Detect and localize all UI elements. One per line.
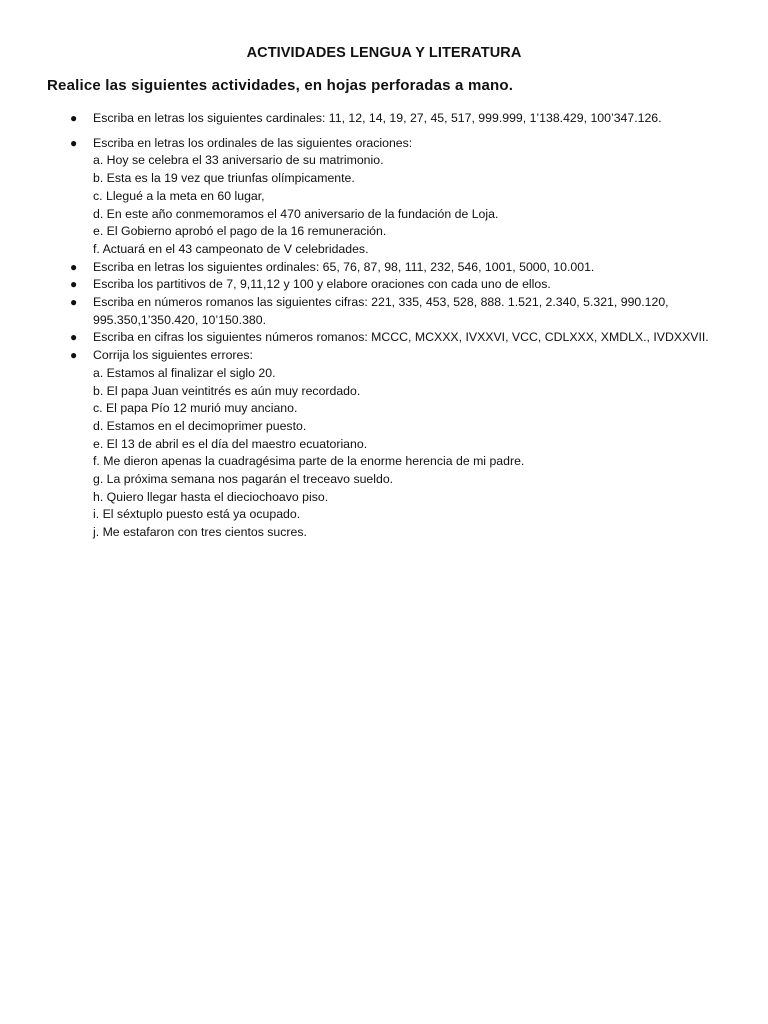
item-line: j. Me estafaron con tres cientos sucres. (93, 525, 307, 540)
list-item (0, 294, 768, 329)
list-item (0, 276, 768, 294)
item-line: c. El papa Pío 12 murió muy anciano. (93, 401, 298, 416)
item-line: a. Hoy se celebra el 33 aniversario de su matrimonio. (93, 153, 384, 168)
bullet-icon: ● (70, 259, 78, 274)
list-item (0, 329, 768, 347)
bullet-icon: ● (70, 295, 78, 310)
list-item (0, 259, 768, 277)
item-line: d. En este año conmemoramos el 470 aniversario de la fundación de Loja. (93, 206, 499, 221)
item-line: b. Esta es la 19 vez que triunfas olímpicamente. (93, 171, 355, 186)
item-line: d. Estamos en el decimoprimer puesto. (93, 418, 307, 433)
item-line: e. El 13 de abril es el día del maestro ecuatoriano. (93, 436, 368, 451)
item-line: Escriba en cifras los siguientes números romanos: MCCC, MCXXX, IVXXVI, VCC, CDLXXX, XMDLX., IVDXXVII. (93, 330, 709, 345)
item-line: f. Actuará en el 43 campeonato de V celebridades. (93, 241, 369, 256)
item-line: f. Me dieron apenas la cuadragésima parte de la enorme herencia de mi padre. (93, 454, 525, 469)
item-line: Escriba en letras los siguientes cardinales: 11, 12, 14, 19, 27, 45, 517, 999.999, 1’138.429, 100’347.126. (93, 111, 662, 125)
item-line: Escriba en letras los siguientes ordinales: 65, 76, 87, 98, 111, 232, 546, 1001, 5000, 10.001. (93, 259, 595, 274)
page-title: ACTIVIDADES LENGUA Y LITERATURA (246, 45, 522, 61)
activities-list (0, 110, 768, 542)
item-line: i. El séxtuplo puesto está ya ocupado. (93, 507, 301, 522)
bullet-icon: ● (70, 111, 78, 125)
bullet-icon: ● (70, 330, 78, 345)
item-line: h. Quiero llegar hasta el dieciochoavo piso. (93, 489, 329, 504)
bullet-icon: ● (70, 135, 78, 150)
item-line: e. El Gobierno aprobó el pago de la 16 remuneración. (93, 224, 387, 239)
item-line: g. La próxima semana nos pagarán el treceavo sueldo. (93, 472, 394, 487)
item-line: a. Estamos al finalizar el siglo 20. (93, 365, 276, 380)
list-item (0, 110, 768, 128)
bullet-icon: ● (70, 277, 78, 292)
item-line: Escriba en números romanos las siguientes cifras: 221, 335, 453, 528, 888. 1.521, 2.340, 5.321, 990.120, (93, 295, 669, 310)
list-item (0, 347, 768, 542)
item-line: Escriba los partitivos de 7, 9,11,12 y 100 y elabore oraciones con cada uno de ellos. (93, 277, 551, 292)
item-line: c. Llegué a la meta en 60 lugar, (93, 188, 265, 203)
item-line: b. El papa Juan veintitrés es aún muy recordado. (93, 383, 361, 398)
item-line: Corrija los siguientes errores: (93, 348, 253, 363)
instructions-heading: Realice las siguientes actividades, en hojas perforadas a mano. (47, 77, 514, 94)
bullet-icon: ● (70, 348, 78, 363)
item-line: 995.350,1’350.420, 10’150.380. (93, 312, 266, 327)
item-line: Escriba en letras los ordinales de las siguientes oraciones: (93, 135, 413, 150)
list-item (0, 135, 768, 259)
